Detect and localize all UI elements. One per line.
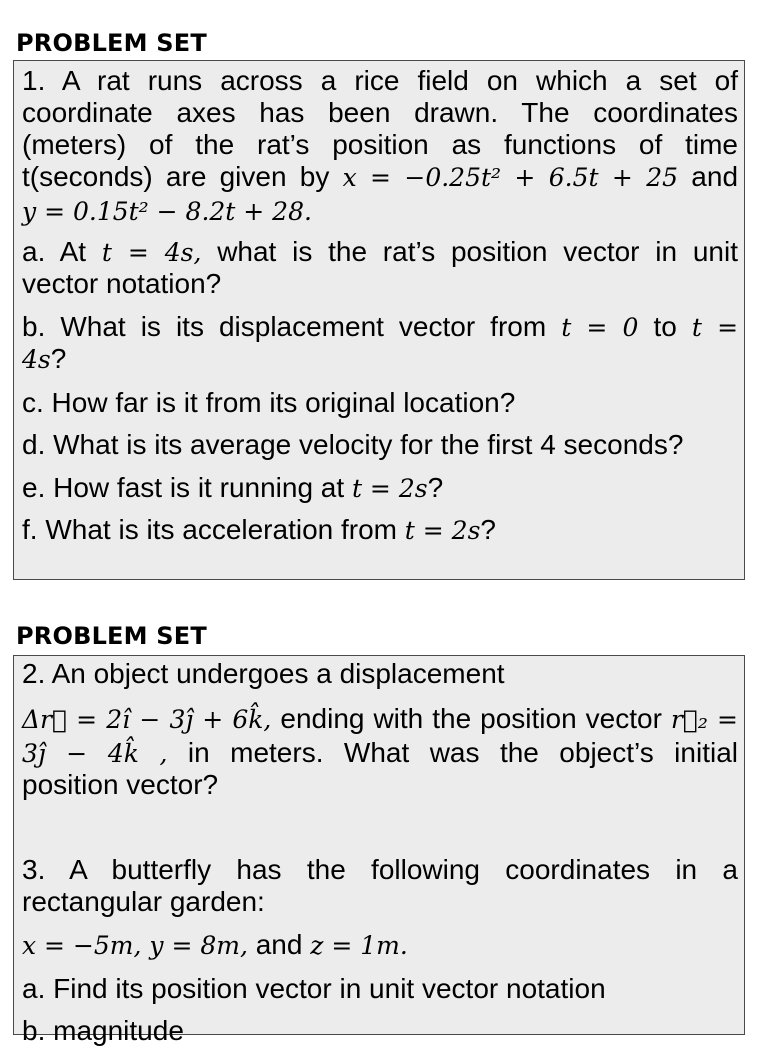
q1-intro-line-2: coordinate axes has been drawn. The coordinates — [22, 97, 738, 128]
question-f — [22, 514, 738, 547]
question-b-time-value: 4s — [22, 345, 51, 374]
q3-question-a: a. Find its position vector in unit vector notation — [22, 973, 606, 1004]
question-a-label: a. At — [22, 236, 87, 267]
question-f-text: f. What is its acceleration from — [22, 514, 398, 545]
q2-displacement-vector: Δr⃗ = 2î − 3ĵ + 6k̂, — [22, 705, 272, 734]
question-e-text: e. How fast is it running at — [22, 472, 345, 503]
q3-and: and — [255, 929, 303, 960]
problem-set-heading-2: PROBLEM SET — [16, 622, 207, 650]
question-b-end: ? — [50, 343, 67, 374]
q3-z-coordinate: z = 1m. — [310, 931, 408, 960]
question-b-line-1 — [22, 311, 738, 344]
problem-set-heading-1: PROBLEM SET — [16, 29, 207, 57]
question-b-time-start: t = 0 — [561, 313, 639, 342]
question-a-text: what is the rat’s position vector in unit — [217, 236, 738, 267]
question-a-line-2: vector notation? — [22, 268, 222, 299]
question-f-end: ? — [480, 514, 496, 545]
q1-intro-line-1: 1. A rat runs across a rice field on which a set of — [22, 65, 738, 96]
q3-line-2: rectangular garden: — [22, 886, 265, 917]
question-e-end: ? — [427, 472, 444, 503]
q1-x-equation: x = −0.25t² + 6.5t + 25 — [342, 163, 679, 192]
q1-intro-line-3: (meters) of the rat’s position as functions of time — [22, 129, 738, 160]
q3-line-1: 3. A butterfly has the following coordinates in a — [22, 854, 738, 885]
question-f-time: t = 2s — [404, 516, 481, 545]
question-b-text: b. What is its displacement vector from — [22, 311, 547, 342]
q2-line-4: position vector? — [22, 769, 219, 800]
q2-final-position-vector: 3ĵ − 4k̂ , — [22, 739, 168, 768]
question-b-time-end: t = — [691, 313, 739, 342]
question-b-to: to — [653, 311, 677, 342]
q1-y-equation: y = 0.15t² − 8.2t + 28. — [22, 197, 312, 226]
q1-y-equation-line — [22, 195, 738, 228]
question-d: d. What is its average velocity for the first 4 seconds? — [22, 429, 684, 460]
question-a-time: t = 4s, — [101, 238, 202, 267]
q3-coordinates — [22, 929, 738, 962]
q1-and: and — [691, 161, 739, 192]
q2-line-1: 2. An object undergoes a displacement — [22, 658, 505, 689]
question-c: c. How far is it from its original location? — [22, 387, 516, 418]
q3-xy-coordinates: x = −5m, y = 8m, — [22, 931, 248, 960]
q2-line-3 — [22, 737, 738, 770]
q2-line-2 — [22, 703, 738, 736]
q3-question-b: b. magnitude — [22, 1015, 184, 1046]
q1-intro-text: t(seconds) are given by — [22, 161, 330, 192]
question-a-line-1 — [22, 236, 738, 269]
question-e-time: t = 2s — [351, 474, 428, 503]
q2-final-position-symbol: r⃗₂ = — [670, 705, 738, 734]
problem-box-2 — [13, 655, 745, 1046]
question-b-line-2 — [22, 343, 738, 376]
problem-box-1 — [13, 60, 745, 580]
q2-question-text: in meters. What was the object’s initial — [187, 737, 738, 768]
q2-ending-text: ending with the position vector — [280, 703, 662, 734]
question-e — [22, 472, 738, 505]
q1-intro-line-4 — [22, 161, 738, 194]
